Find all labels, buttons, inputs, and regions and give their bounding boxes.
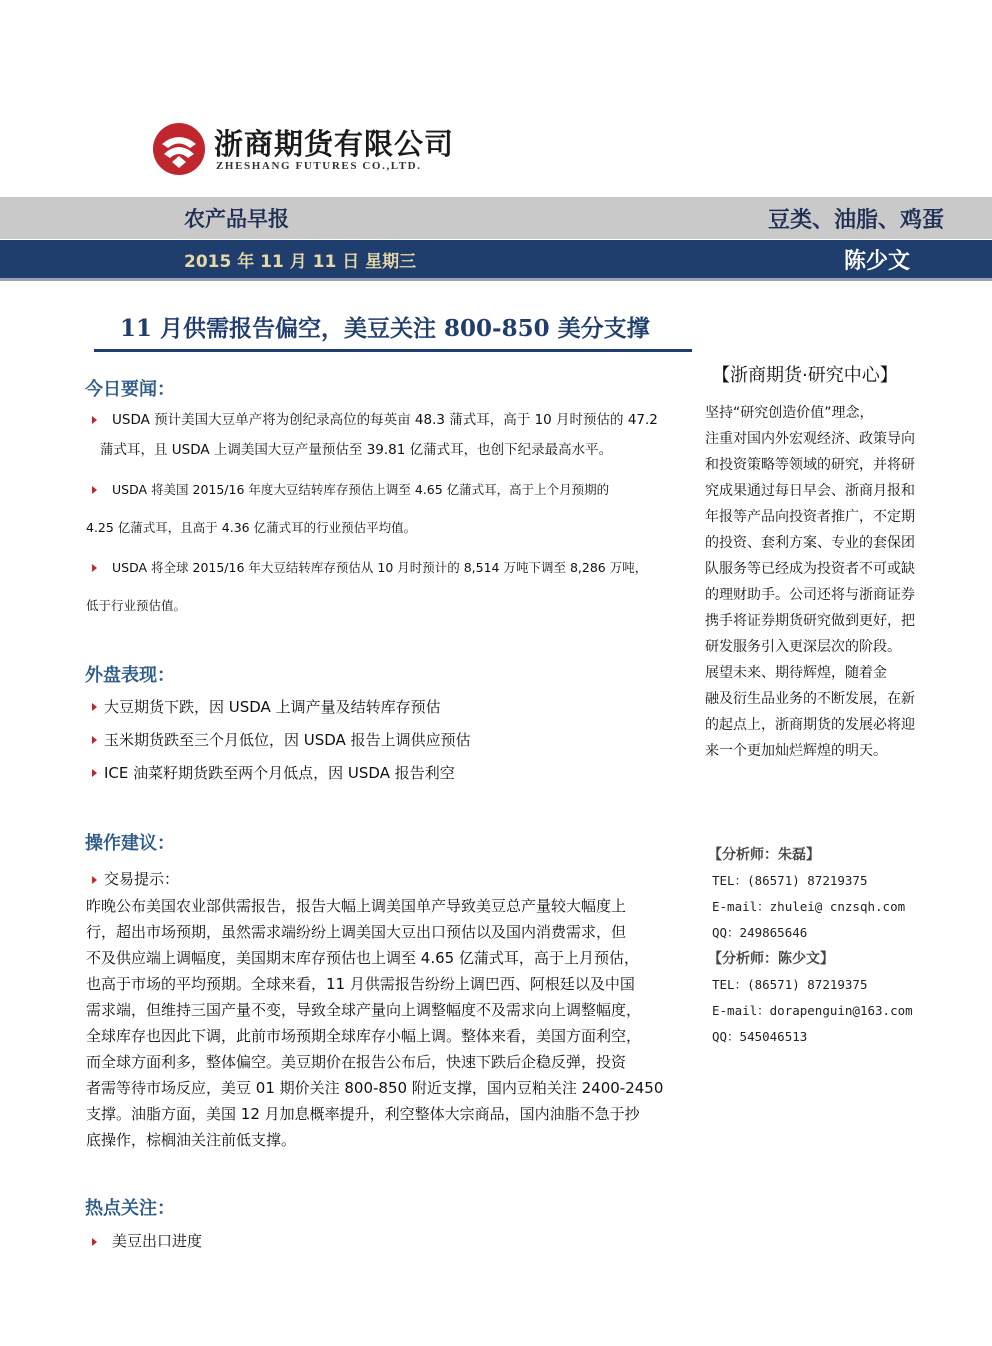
bullet-arrow-icon — [92, 769, 97, 777]
report-date: 2015 年 11 月 11 日 星期三 — [184, 252, 417, 272]
news-item-2-line2: 4.25 亿蒲式耳，且高于 4.36 亿蒲式耳的行业预估平均值。 — [86, 520, 417, 535]
sidebar-line: 研发服务引入更深层次的阶段。 — [705, 639, 901, 655]
hot-item-1: 美豆出口进度 — [112, 1232, 203, 1250]
sidebar-line: 和投资策略等领域的研究，并将研 — [705, 457, 915, 473]
sidebar-line: 队服务等已经成为投资者不可或缺 — [705, 561, 915, 577]
analyst-1-qq: QQ：249865646 — [712, 925, 808, 940]
header-band-divider — [0, 278, 992, 281]
bullet-arrow-icon — [92, 486, 97, 494]
research-center-heading: 【浙商期货·研究中心】 — [712, 365, 898, 386]
sidebar-line: 的理财助手。公司还将与浙商证券 — [705, 587, 915, 603]
sidebar-line: 来一个更加灿烂辉煌的明天。 — [705, 743, 887, 759]
section-heading-advice: 操作建议： — [85, 833, 175, 854]
analyst-1-tel: TEL：(86571) 87219375 — [712, 873, 868, 888]
news-item-3-line1: USDA 将全球 2015/16 年大豆结转库存预估从 10 月时预计的 8,514 万吨下调至 8,286 万吨， — [112, 560, 648, 575]
advice-line: 不及供应端上调幅度，美国期末库存预估也上调至 4.65 亿蒲式耳，高于上月预估， — [86, 949, 639, 967]
sidebar-line: 究成果通过每日早会、浙商月报和 — [705, 483, 915, 499]
market-item-3: ICE 油菜籽期货跌至两个月低点，因 USDA 报告利空 — [104, 764, 455, 782]
title-underline — [94, 349, 692, 352]
news-item-2-line1: USDA 将美国 2015/16 年度大豆结转库存预估上调至 4.65 亿蒲式耳，高于上个月预期的 — [112, 482, 610, 497]
advice-line: 全球库存也因此下调，此前市场预期全球库存小幅上调。整体来看，美国方面利空， — [86, 1027, 642, 1045]
sidebar-line: 年报等产品向投资者推广，不定期 — [705, 509, 915, 525]
sidebar-line: 融及衍生品业务的不断发展，在新 — [705, 691, 915, 707]
section-heading-hot: 热点关注： — [85, 1198, 175, 1219]
bullet-arrow-icon — [92, 736, 97, 744]
advice-line: 底操作，棕榈油关注前低支撑。 — [86, 1131, 297, 1149]
bullet-arrow-icon — [92, 703, 97, 711]
advice-line: 支撑。油脂方面，美国 12 月加息概率提升，利空整体大宗商品，国内油脂不急于抄 — [86, 1105, 640, 1123]
report-type: 农产品早报 — [184, 207, 289, 231]
advice-line: 行，超出市场预期，虽然需求端纷纷上调美国大豆出口预估以及国内消费需求，但 — [86, 923, 627, 941]
market-item-2: 玉米期货跌至三个月低位，因 USDA 报告上调供应预估 — [104, 731, 471, 749]
sidebar-line: 的投资、套利方案、专业的套保团 — [705, 535, 915, 551]
analyst-2-tel: TEL：(86571) 87219375 — [712, 977, 868, 992]
zheshang-logo-icon — [152, 122, 206, 176]
news-item-3-line2: 低于行业预估值。 — [86, 598, 187, 613]
bullet-arrow-icon — [92, 876, 97, 884]
report-author: 陈少文 — [843, 249, 910, 274]
advice-line: 而全球方面利多，整体偏空。美豆期价在报告公布后，快速下跌后企稳反弹，投资 — [86, 1053, 627, 1071]
company-name: 浙商期货有限公司 — [214, 127, 455, 161]
analyst-1-email[interactable]: E-mail：zhulei@ cnzsqh.com — [712, 899, 906, 914]
advice-line: 也高于市场的平均预期。全球来看，11 月供需报告纷纷上调巴西、阿根廷以及中国 — [86, 975, 635, 993]
report-categories: 豆类、油脂、鸡蛋 — [767, 208, 944, 233]
advice-line: 昨晚公布美国农业部供需报告，报告大幅上调美国单产导致美豆总产量较大幅度上 — [86, 897, 627, 915]
advice-line: 需求端，但维持三国产量不变，导致全球产量向上调整幅度不及需求向上调整幅度， — [86, 1001, 642, 1019]
bullet-arrow-icon — [92, 1238, 97, 1246]
analyst-2-email[interactable]: E-mail：dorapenguin@163.com — [712, 1003, 913, 1018]
section-heading-news: 今日要闻： — [85, 379, 175, 400]
sidebar-line: 展望未来、期待辉煌，随着金 — [705, 665, 887, 681]
sidebar-line: 的起点上，浙商期货的发展必将迎 — [705, 717, 915, 733]
report-title: 11 月供需报告偏空，美豆关注 800-850 美分支撑 — [120, 315, 650, 342]
bullet-arrow-icon — [92, 416, 97, 424]
bullet-arrow-icon — [92, 564, 97, 572]
news-item-1-line2: 蒲式耳，且 USDA 上调美国大豆产量预估至 39.81 亿蒲式耳，也创下纪录最高水平。 — [100, 442, 613, 458]
sidebar-line: 携手将证券期货研究做到更好，把 — [705, 613, 915, 629]
sidebar-line: 坚持“研究创造价值”理念， — [705, 405, 874, 421]
news-item-1-line1: USDA 预计美国大豆单产将为创纪录高位的每英亩 48.3 蒲式耳，高于 10 月时预估的 47.2 — [112, 412, 658, 428]
advice-line: 者需等待市场反应，美豆 01 期价关注 800-850 附近支撑，国内豆粕关注 2400-2450 — [86, 1079, 664, 1097]
company-name-en: ZHESHANG FUTURES CO.,LTD. — [216, 160, 422, 172]
analyst-1-heading: 【分析师：朱磊】 — [708, 847, 820, 863]
section-heading-markets: 外盘表现： — [85, 665, 175, 686]
analyst-2-qq: QQ：545046513 — [712, 1029, 808, 1044]
market-item-1: 大豆期货下跌，因 USDA 上调产量及结转库存预估 — [104, 698, 441, 716]
sidebar-line: 注重对国内外宏观经济、政策导向 — [705, 431, 915, 447]
analyst-2-heading: 【分析师：陈少文】 — [708, 951, 834, 967]
advice-subheading: 交易提示： — [104, 870, 180, 888]
company-logo — [152, 122, 455, 182]
